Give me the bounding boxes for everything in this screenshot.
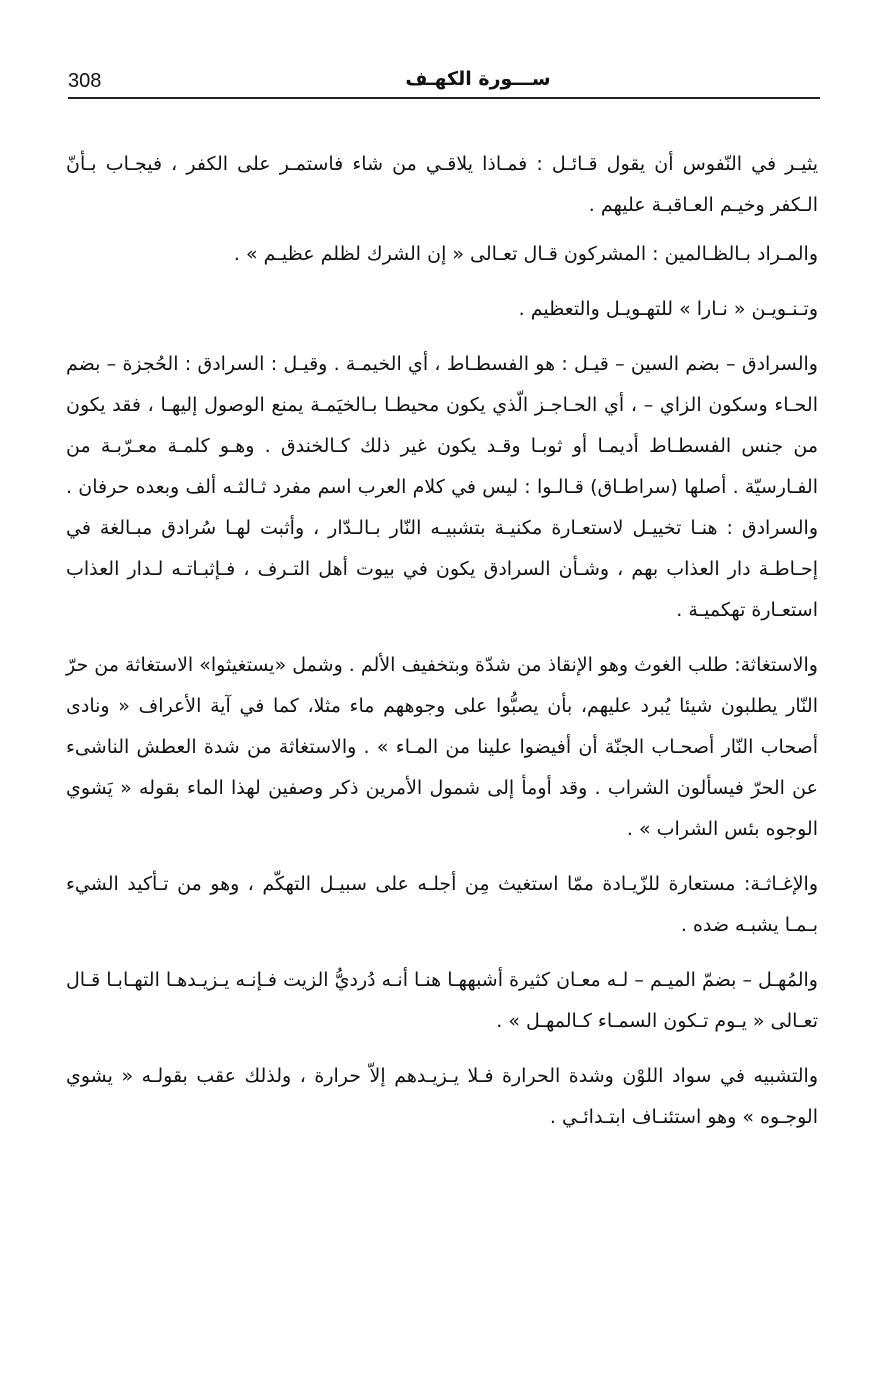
paragraph: يثيـر في النّفوس أن يقول قـائـل : فمـاذا يلاقـي من شاء فاستمـر على الكفر ، فيجـاب بـأنّ الـكفر وخيـم العـاقبـة عليهم . <box>66 153 818 216</box>
paragraph: والاستغاثة: طلب الغوث وهو الإنقاذ من شدّة وبتخفيف الألم . وشمل «يستغيثوا» الاستغاثة من حرّ النّار يطلبون شيئا يُبرد عليهم، بأن يصبُّوا على وجوههم ماء مثلا، كما في آية الأعراف « ونادى أصحاب النّار أصحـاب الجنّة أن أفيضوا علينا من المـاء » . والاستغاثة من شدة العطش الناشىء عن الحرّ فيسألون الشراب . وقد أومأ إلى شمول الأمرين ذكر وصفين لهذا الماء بقوله « يَشوي الوجوه بئس الشراب » . <box>66 654 818 840</box>
paragraph: والمُهـل – بضمّ الميـم – لـه معـان كثيرة أشبههـا هنـا أنـه دُرديُّ الزيت فـإنـه يـزيـدهـا التهـابـا قـال تعـالى « يـوم تـكون السمـاء كـالمهـل » . <box>66 969 818 1032</box>
commentary-text <box>66 144 818 1138</box>
header-divider <box>68 97 820 99</box>
paragraph: والإغـاثـة: مستعارة للزّيـادة ممّا استغيث مِن أجلـه على سبيـل التهكّم ، وهو من تـأكيد الشيء بـمـا يشبـه ضده . <box>66 873 818 936</box>
paragraph: وتـنـويـن « نـارا » للتهـويـل والتعظيم . <box>518 298 818 320</box>
paragraph: والمـراد بـالظـالمين : المشركون قـال تعـالى « إن الشرك لظلم عظيـم » . <box>233 243 818 265</box>
paragraph: والتشبيه في سواد اللوْن وشدة الحرارة فـلا يـزيـدهم إلاّ حرارة ، ولذلك عقب بقولـه « يشوي الوجـوه » وهو استئنـاف ابتـدائـي . <box>66 1065 818 1128</box>
page-number: 308 <box>68 70 102 92</box>
page-header <box>68 64 820 98</box>
paragraph: والسرادق – بضم السين – قيـل : هو الفسطـاط ، أي الخيمـة . وقيـل : السرادق : الحُجزة – بضم الحـاء وسكون الزاي – ، أي الحـاجـز الّذي يكون محيطـا بـالخيَمـة يمنع الوصول إليهـا ، فقد يكون من جنس الفسطـاط أديمـا أو ثوبـا وقـد يكون غير ذلك كـالخندق . وهـو كلمـة معـرّبـة من الفـارسيّة . أصلها (سراطـاق) قـالـوا : ليس في كلام العرب اسم مفرد ثـالثـه ألف وبعده حرفان . والسرادق : هنـا تخييـل لاستعـارة مكنيـة بتشبيـه النّار بـالـدّار ، وأثبت لهـا سُرادق مبـالغة في إحـاطـة دار العذاب بهم ، وشـأن السرادق يكون في بيوت أهل التـرف ، فـإثبـاتـه لـدار العذاب استعـارة تهكميـة . <box>66 353 818 621</box>
chapter-title: ســـورة الكهـف <box>405 68 551 90</box>
